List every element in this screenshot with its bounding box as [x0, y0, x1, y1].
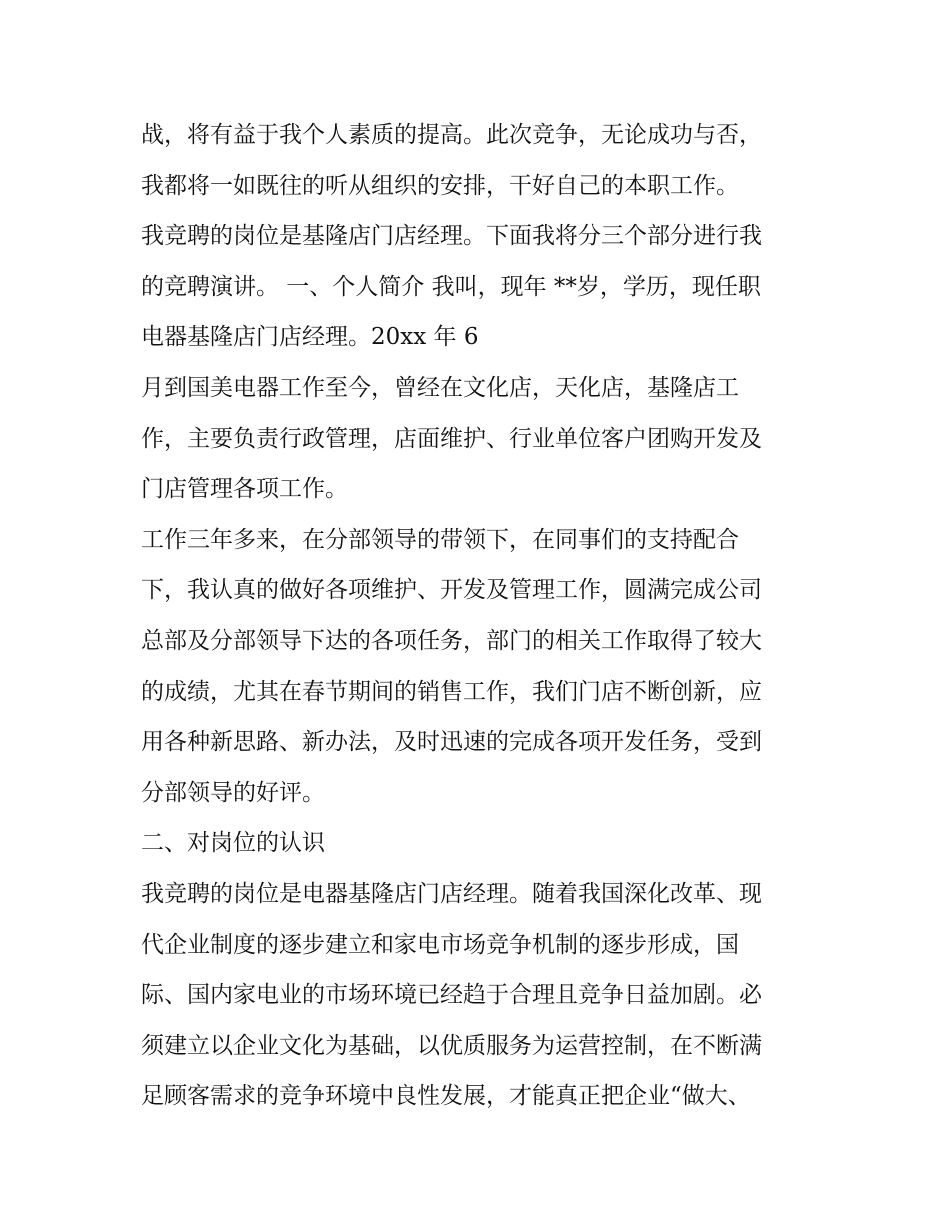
text-line: 我竞聘的岗位是基隆店门店经理。下面我将分三个部分进行我 [141, 223, 762, 250]
text-line: 月到国美电器工作至今，曾经在文化店，天化店，基隆店工 [141, 374, 739, 401]
text-line: 我都将一如既往的听从组织的安排，干好自己的本职工作。 [141, 172, 739, 199]
text-line: 分部领导的好评。 [141, 779, 325, 806]
section-heading: 二、对岗位的认识 [141, 830, 325, 857]
text-line: 际、国内家电业的市场环境已经趋于合理且竞争日益加剧。必 [141, 982, 762, 1009]
text-line: 的竞聘演讲。 一、个人简介 我叫，现年 **岁，学历，现任职 [141, 273, 761, 300]
text-line: 战，将有益于我个人素质的提高。此次竞争，无论成功与否， [141, 122, 762, 148]
text-line: 门店管理各项工作。 [141, 476, 348, 503]
text-line: 工作三年多来，在分部领导的带领下，在同事们的支持配合 [141, 526, 739, 553]
text-line: 我竞聘的岗位是电器基隆店门店经理。随着我国深化改革、现 [141, 880, 762, 907]
text-line: 作，主要负责行政管理，店面维护、行业单位客户团购开发及 [141, 425, 762, 452]
text-line: 的成绩，尤其在春节期间的销售工作，我们门店不断创新，应 [141, 678, 762, 705]
text-line: 下，我认真的做好各项维护、开发及管理工作，圆满完成公司 [141, 577, 762, 604]
text-line: 电器基隆店门店经理。20xx 年 6 [141, 324, 479, 351]
text-line: 总部及分部领导下达的各项任务，部门的相关工作取得了较大 [141, 627, 762, 654]
text-line: 须建立以企业文化为基础，以优质服务为运营控制，在不断满 [141, 1032, 762, 1059]
document-body [141, 110, 821, 1122]
text-line: 用各种新思路、新办法，及时迅速的完成各项开发任务，受到 [141, 729, 762, 756]
text-line: 足顾客需求的竞争环境中良性发展，才能真正把企业“做大、 [141, 1083, 751, 1110]
text-line: 代企业制度的逐步建立和家电市场竞争机制的逐步形成，国 [141, 931, 739, 958]
